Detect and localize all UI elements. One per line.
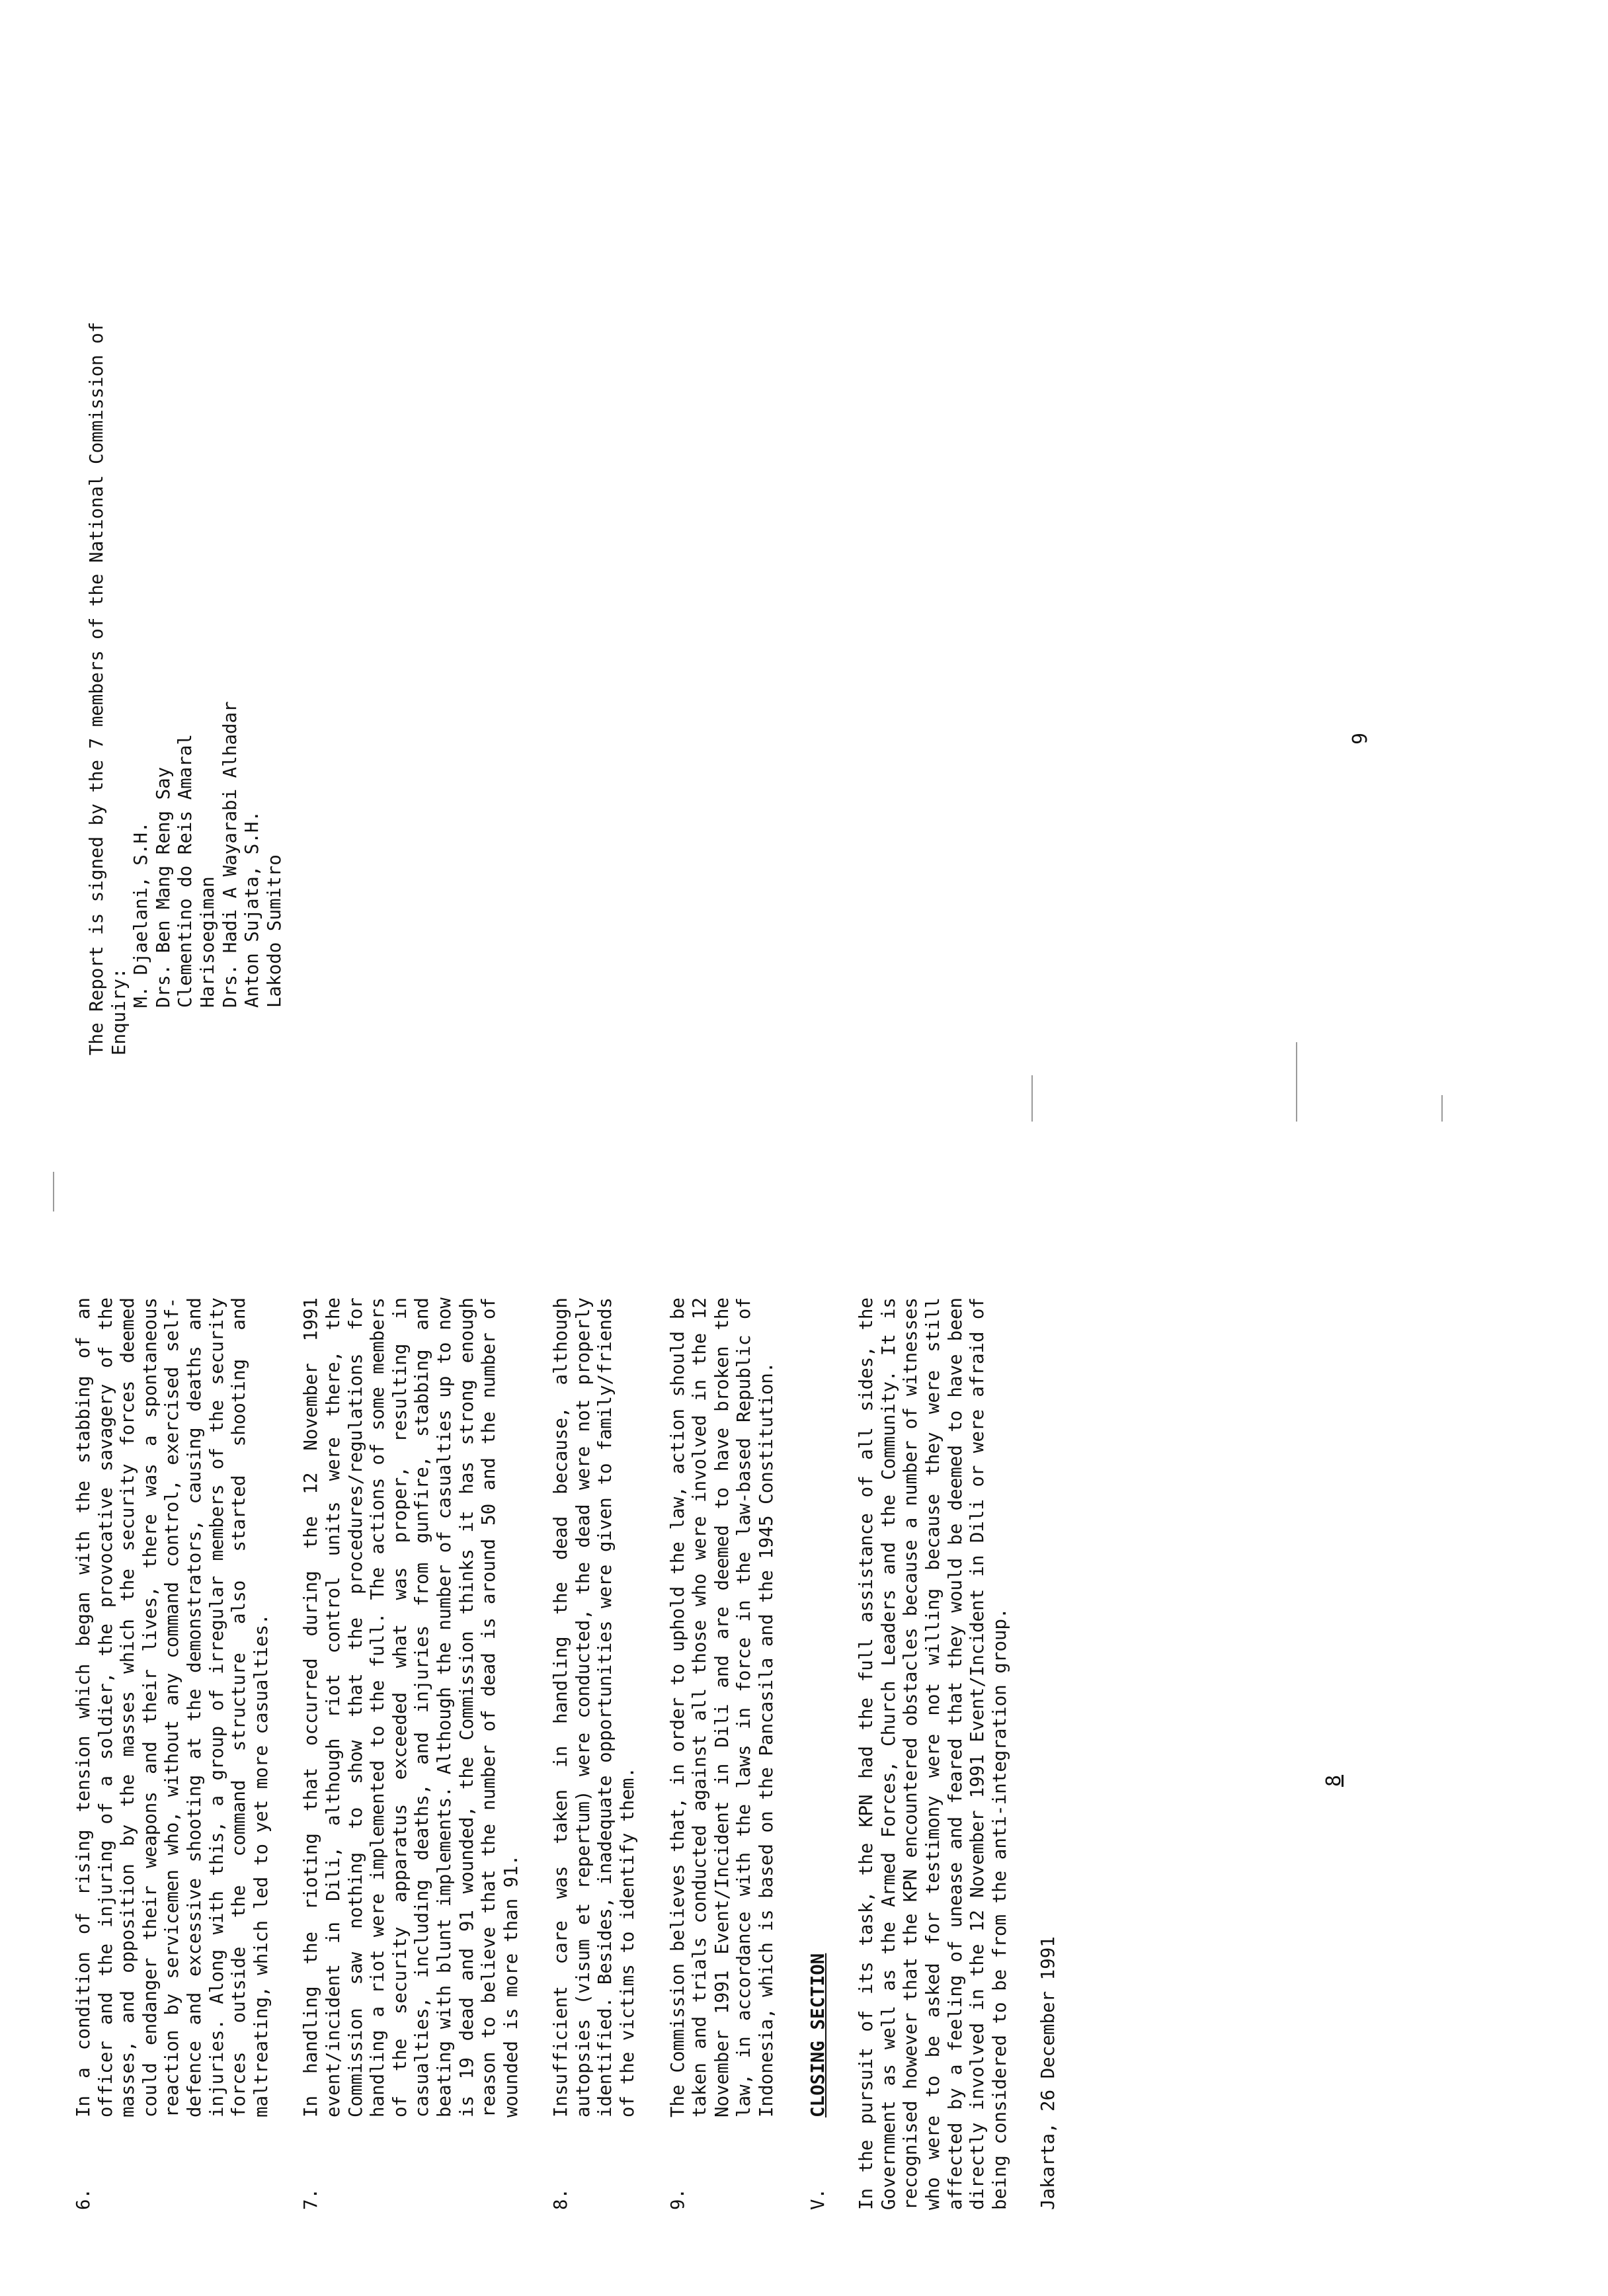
signer-name: Lakodo Sumitro [263, 854, 285, 1008]
paragraph-text: The Commission believes that, in order to uphold the law, action should be taken and trials conducted against all those who were involved in the 12 November 1991 Event/Incident in Dili and are deemed to have broken the law, in accordance with the laws in force in the law-based Republic of Indonesia, which is based on the Pancasila and the 1945 Constitution. [666, 1297, 778, 2117]
signatories-column [86, 63, 286, 1055]
page-8 [0, 1148, 1608, 2296]
signer-name: Drs. Ben Mang Reng Say [152, 766, 174, 1008]
scan-artifact [1441, 1095, 1443, 1122]
signer-name: M. Djaelani, S.H. [130, 821, 152, 1008]
signature-intro-line: The Report is signed by the 7 members of the National Commission of [86, 321, 107, 1055]
paragraph-number: 8. [550, 2188, 572, 2210]
closing-section-heading [807, 1297, 830, 2210]
paragraph-number: 9. [666, 2188, 688, 2210]
closing-paragraph: In the pursuit of its task, the KPN had the full assistance of all sides, the Government as well as the Armed Forces, Church Leaders and the Community. It is recognised however that the KPN encountered obstacles because a number of witnesses who were to be asked for testimony were not willing because they were still affected by a feeling of unease and feared that they would be deemed to have been directly involved in the 12 November 1991 Event/Incident in Dili or were afraid of being considered to be from the anti-integration group. [856, 1297, 1010, 2210]
section-number: V. [807, 2188, 828, 2210]
scan-artifact [1031, 1075, 1033, 1122]
scan-artifact [1296, 1042, 1297, 1122]
paragraph-text: In a condition of rising tension which began with the stabbing of an officer and the injuring of a soldier, the provocative savagery of the masses, and opposition by the masses which the security forces deemed could endanger their weapons and their lives, there was a spontaneous reaction by servicemen who, without any command control, exercised self-defence and excessive shooting at the demonstrators, causing deaths and injuries. Along with this, a group of irregular members of the security forces outside the command structure also started shooting and maltreating, which led to yet more casualties. [73, 1297, 272, 2117]
signer-name: Drs. Hadi A Wayarabi Alhadar [219, 701, 241, 1008]
paragraph-number: 6. [73, 2188, 94, 2210]
paragraph-text: Insufficient care was taken in handling the dead because, although autopsies (visum et repertum) were conducted, the dead were not properly identified. Besides, inadequate opportunities were given to family/friends of the victims to identify them. [550, 1297, 639, 2117]
page-number: 8 [1322, 1774, 1346, 1787]
findings-column [73, 1297, 1060, 2210]
finding-paragraph-9 [667, 1297, 778, 2210]
section-title: CLOSING SECTION [807, 1953, 828, 2117]
date-line: Jakarta, 26 December 1991 [1037, 1936, 1059, 2210]
page-number: 9 [1349, 732, 1372, 745]
signers-list [130, 63, 286, 1055]
signer-name: Harisoegiman [196, 876, 218, 1008]
finding-paragraph-8 [550, 1297, 639, 2210]
paragraph-text: In handling the rioting that occurred during the 12 November 1991 event/incident in Dili, although riot control units were there, the Commission saw nothing to show that the procedures/regulations for handling a riot were implemented to the full. The actions of some members of the security apparatus exceeded what was proper, resulting in casualties, including deaths, and injuries from gunfire, stabbing and beating with blunt implements. Although the number of casualties up to now is 19 dead and 91 wounded, the Commission thinks it has strong enough reason to believe that the number of dead is around 50 and the number of wounded is more than 91. [300, 1297, 522, 2117]
signer-name: Clementino do Reis Amaral [175, 734, 196, 1008]
finding-paragraph-7 [300, 1297, 522, 2210]
signer-name: Anton Sujata, S.H. [241, 810, 263, 1008]
signature-intro-line: Enquiry: [108, 967, 130, 1055]
finding-paragraph-6 [73, 1297, 272, 2210]
scan-artifact [53, 1172, 54, 1211]
paragraph-number: 7. [300, 2188, 322, 2210]
